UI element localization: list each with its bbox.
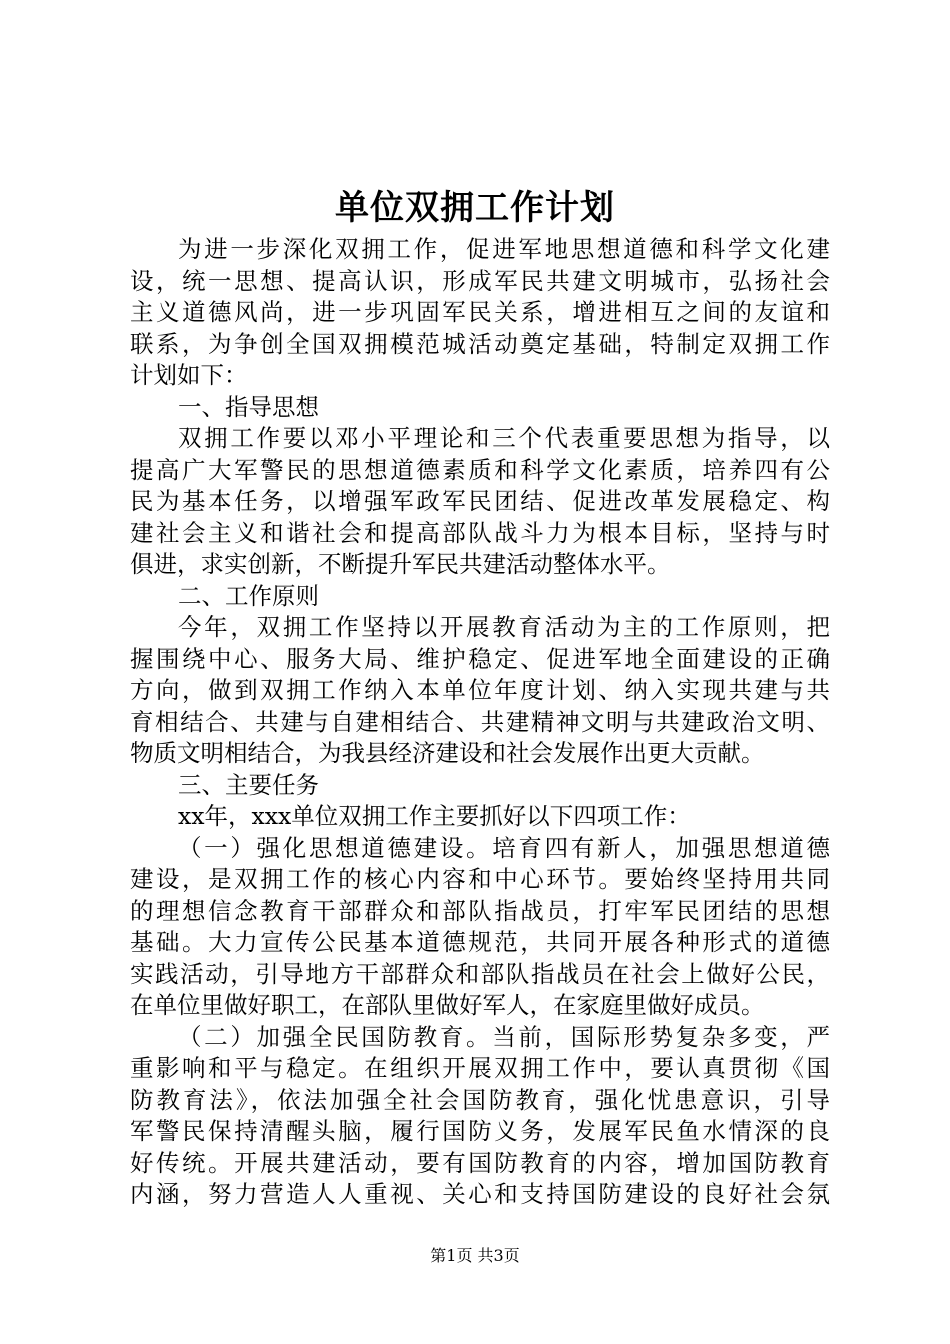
paragraph-line: 民为基本任务，以增强军政军民团结、促进改革发展稳定、构 xyxy=(130,487,830,515)
document-body xyxy=(130,234,830,1211)
paragraph-line: 重影响和平与稳定。在组织开展双拥工作中，要认真贯彻《国 xyxy=(130,1054,830,1082)
paragraph-line: 育相结合、共建与自建相结合、共建精神文明与共建政治文明、 xyxy=(130,707,830,736)
paragraph-line: 建设，是双拥工作的核心内容和中心环节。要始终坚持用共同 xyxy=(130,865,830,893)
paragraph-line: 计划如下： xyxy=(130,361,248,389)
paragraph-line: （一）强化思想道德建设。培育四有新人，加强思想道德 xyxy=(178,833,830,862)
page-footer: 第1页 共3页 xyxy=(430,1246,520,1265)
paragraph-line: 建社会主义和谐社会和提高部队战斗力为根本目标，坚持与时 xyxy=(130,518,830,547)
section-heading: 一、指导思想 xyxy=(178,392,319,421)
paragraph-line: 俱进，求实创新，不断提升军民共建活动整体水平。 xyxy=(130,550,671,578)
paragraph-line: 的理想信念教育干部群众和部队指战员，打牢军民团结的思想 xyxy=(130,896,830,925)
paragraph-line: 好传统。开展共建活动，要有国防教育的内容，增加国防教育 xyxy=(130,1148,830,1177)
paragraph-line: 基础。大力宣传公民基本道德规范，共同开展各种形式的道德 xyxy=(130,928,830,956)
paragraph-line: 军警民保持清醒头脑，履行国防义务，发展军民鱼水情深的良 xyxy=(130,1117,830,1145)
paragraph-line: 联系，为争创全国双拥模范城活动奠定基础，特制定双拥工作 xyxy=(130,329,830,358)
section-heading: 三、主要任务 xyxy=(178,770,319,799)
paragraph-line: 内涵，努力营造人人重视、关心和支持国防建设的良好社会氛 xyxy=(130,1180,830,1208)
paragraph-line: 主义道德风尚，进一步巩固军民关系，增进相互之间的友谊和 xyxy=(130,298,830,326)
paragraph-line: 提高广大军警民的思想道德素质和科学文化素质，培养四有公 xyxy=(130,455,830,484)
paragraph-line: 握围绕中心、服务大局、维护稳定、促进军地全面建设的正确 xyxy=(130,644,830,673)
paragraph-line: 实践活动，引导地方干部群众和部队指战员在社会上做好公民， xyxy=(130,959,830,988)
paragraph-line: 设，统一思想、提高认识，形成军民共建文明城市，弘扬社会 xyxy=(130,266,830,295)
paragraph-line: 今年，双拥工作坚持以开展教育活动为主的工作原则，把 xyxy=(178,613,830,641)
paragraph-line: xx年，xxx单位双拥工作主要抓好以下四项工作： xyxy=(178,802,691,830)
paragraph-line: 在单位里做好职工，在部队里做好军人，在家庭里做好成员。 xyxy=(130,991,765,1019)
document-title: 单位双拥工作计划 xyxy=(335,188,615,228)
paragraph-line: 双拥工作要以邓小平理论和三个代表重要思想为指导，以 xyxy=(178,424,830,452)
paragraph-line: 物质文明相结合，为我县经济建设和社会发展作出更大贡献。 xyxy=(130,739,765,767)
paragraph-line: 方向，做到双拥工作纳入本单位年度计划、纳入实现共建与共 xyxy=(130,676,830,704)
paragraph-line: （二）加强全民国防教育。当前，国际形势复杂多变，严 xyxy=(178,1022,830,1051)
paragraph-line: 防教育法》，依法加强全社会国防教育，强化忧患意识，引导 xyxy=(130,1085,830,1114)
section-heading: 二、工作原则 xyxy=(178,581,319,610)
paragraph-line: 为进一步深化双拥工作，促进军地思想道德和科学文化建 xyxy=(178,235,830,263)
